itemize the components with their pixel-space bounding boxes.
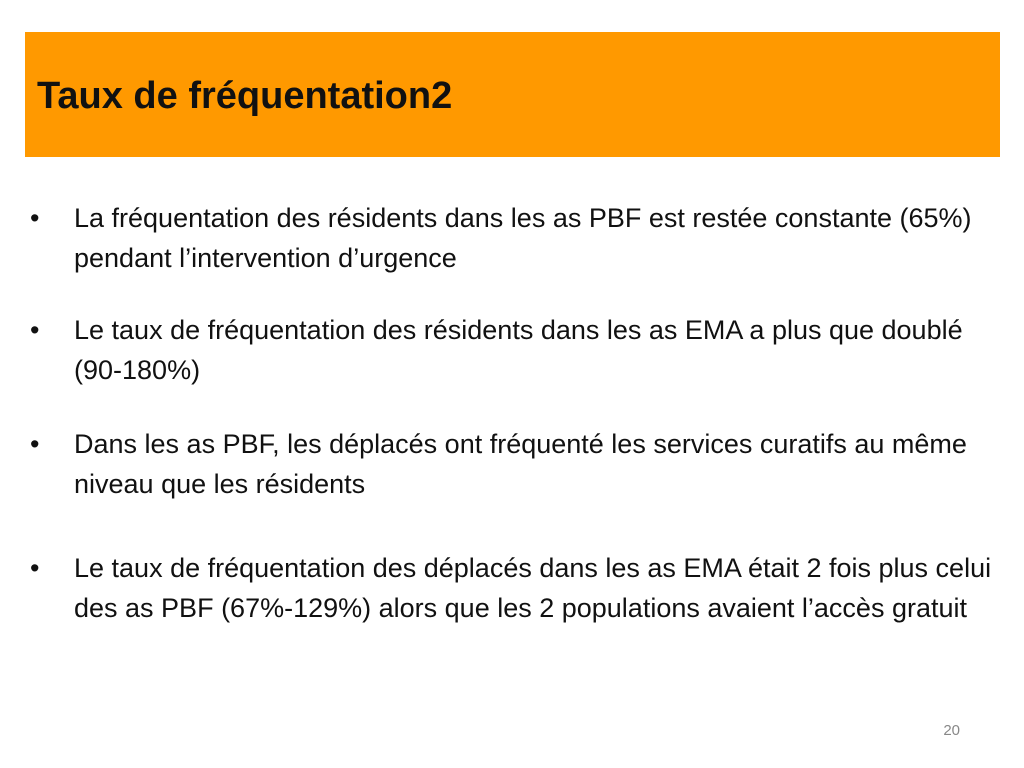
bullet-text: Le taux de fréquentation des résidents dans les as EMA a plus que doublé (90-180%) <box>74 315 963 385</box>
list-item <box>30 198 1000 278</box>
slide-title: Taux de fréquentation2 <box>37 75 453 117</box>
bullet-dot-icon: • <box>30 315 40 345</box>
bullet-text: Le taux de fréquentation des déplacés dans les as EMA était 2 fois plus celui des as PBF (67%-129%) alors que les 2 populations avaient l’accès gratuit <box>74 553 992 623</box>
title-bar <box>25 32 1000 157</box>
bullet-text: La fréquentation des résidents dans les as PBF est restée constante (65%) pendant l’intervention d’urgence <box>74 203 972 273</box>
list-item <box>30 548 1000 628</box>
bullet-dot-icon: • <box>30 553 40 583</box>
bullet-dot-icon: • <box>30 203 40 233</box>
bullet-text: Dans les as PBF, les déplacés ont fréquenté les services curatifs au même niveau que les résidents <box>74 429 967 499</box>
bullet-list <box>30 198 1000 628</box>
page-number: 20 <box>943 722 960 739</box>
list-item <box>30 424 1000 504</box>
list-item <box>30 310 1000 390</box>
bullet-dot-icon: • <box>30 429 40 459</box>
